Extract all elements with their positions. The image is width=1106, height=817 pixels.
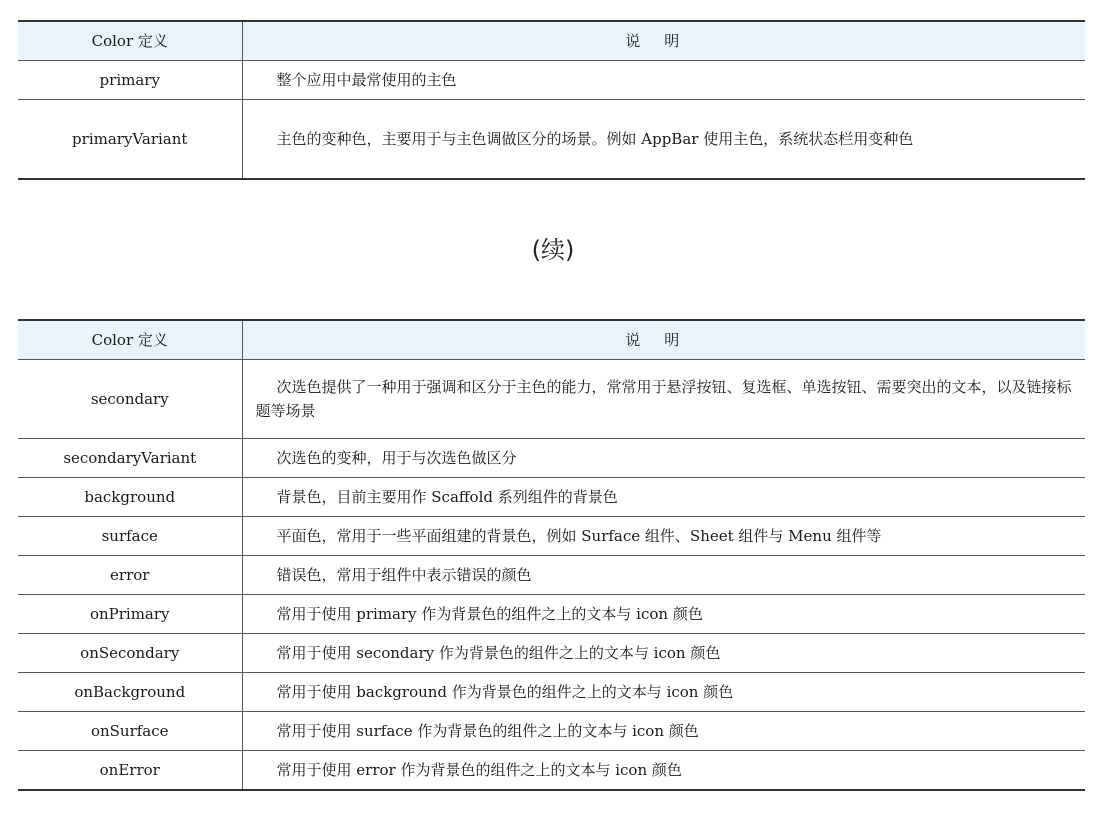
continued-label: (续) (531, 236, 575, 264)
table-row (18, 100, 1085, 180)
color-description-cell: 错误色，常用于组件中表示错误的颜色 (242, 556, 1085, 595)
table-row (18, 360, 1085, 439)
color-name-cell: onSecondary (18, 634, 242, 673)
color-name-cell: onPrimary (18, 595, 242, 634)
color-name-cell: background (18, 478, 242, 517)
color-name-cell: error (18, 556, 242, 595)
table-row (18, 556, 1085, 595)
color-name-cell: secondary (18, 360, 242, 439)
table-row (18, 478, 1085, 517)
color-definition-table-top (18, 20, 1085, 180)
table-row (18, 634, 1085, 673)
table-row (18, 517, 1085, 556)
color-description-cell: 整个应用中最常使用的主色 (242, 61, 1085, 100)
table-row (18, 439, 1085, 478)
color-name-cell: surface (18, 517, 242, 556)
color-description-cell: 常用于使用 error 作为背景色的组件之上的文本与 icon 颜色 (242, 751, 1085, 791)
color-name-cell: onSurface (18, 712, 242, 751)
color-description-cell: 常用于使用 secondary 作为背景色的组件之上的文本与 icon 颜色 (242, 634, 1085, 673)
color-description-cell: 主色的变种色，主要用于与主色调做区分的场景。例如 AppBar 使用主色，系统状态栏用变种色 (242, 100, 1085, 180)
color-definition-table-bottom (18, 319, 1085, 791)
table-header-row (18, 21, 1085, 61)
color-name-cell: primary (18, 61, 242, 100)
table-row (18, 751, 1085, 791)
color-description-cell: 背景色，目前主要用作 Scaffold 系列组件的背景色 (242, 478, 1085, 517)
color-description-cell: 常用于使用 primary 作为背景色的组件之上的文本与 icon 颜色 (242, 595, 1085, 634)
header-color-definition: Color 定义 (18, 320, 242, 360)
color-description-cell: 平面色，常用于一些平面组建的背景色，例如 Surface 组件、Sheet 组件与 Menu 组件等 (242, 517, 1085, 556)
color-name-cell: secondaryVariant (18, 439, 242, 478)
color-name-cell: onError (18, 751, 242, 791)
table-row (18, 712, 1085, 751)
color-description-cell: 次选色提供了一种用于强调和区分于主色的能力，常常用于悬浮按钮、复选框、单选按钮、需要突出的文本，以及链接标题等场景 (242, 360, 1085, 439)
table-row (18, 61, 1085, 100)
color-name-cell: onBackground (18, 673, 242, 712)
color-name-cell: primaryVariant (18, 100, 242, 180)
color-description-cell: 次选色的变种，用于与次选色做区分 (242, 439, 1085, 478)
header-description: 说明 (242, 320, 1085, 360)
table-row (18, 595, 1085, 634)
header-description: 说明 (242, 21, 1085, 61)
header-color-definition: Color 定义 (18, 21, 242, 61)
table-row (18, 673, 1085, 712)
color-description-cell: 常用于使用 background 作为背景色的组件之上的文本与 icon 颜色 (242, 673, 1085, 712)
table-header-row (18, 320, 1085, 360)
color-description-cell: 常用于使用 surface 作为背景色的组件之上的文本与 icon 颜色 (242, 712, 1085, 751)
